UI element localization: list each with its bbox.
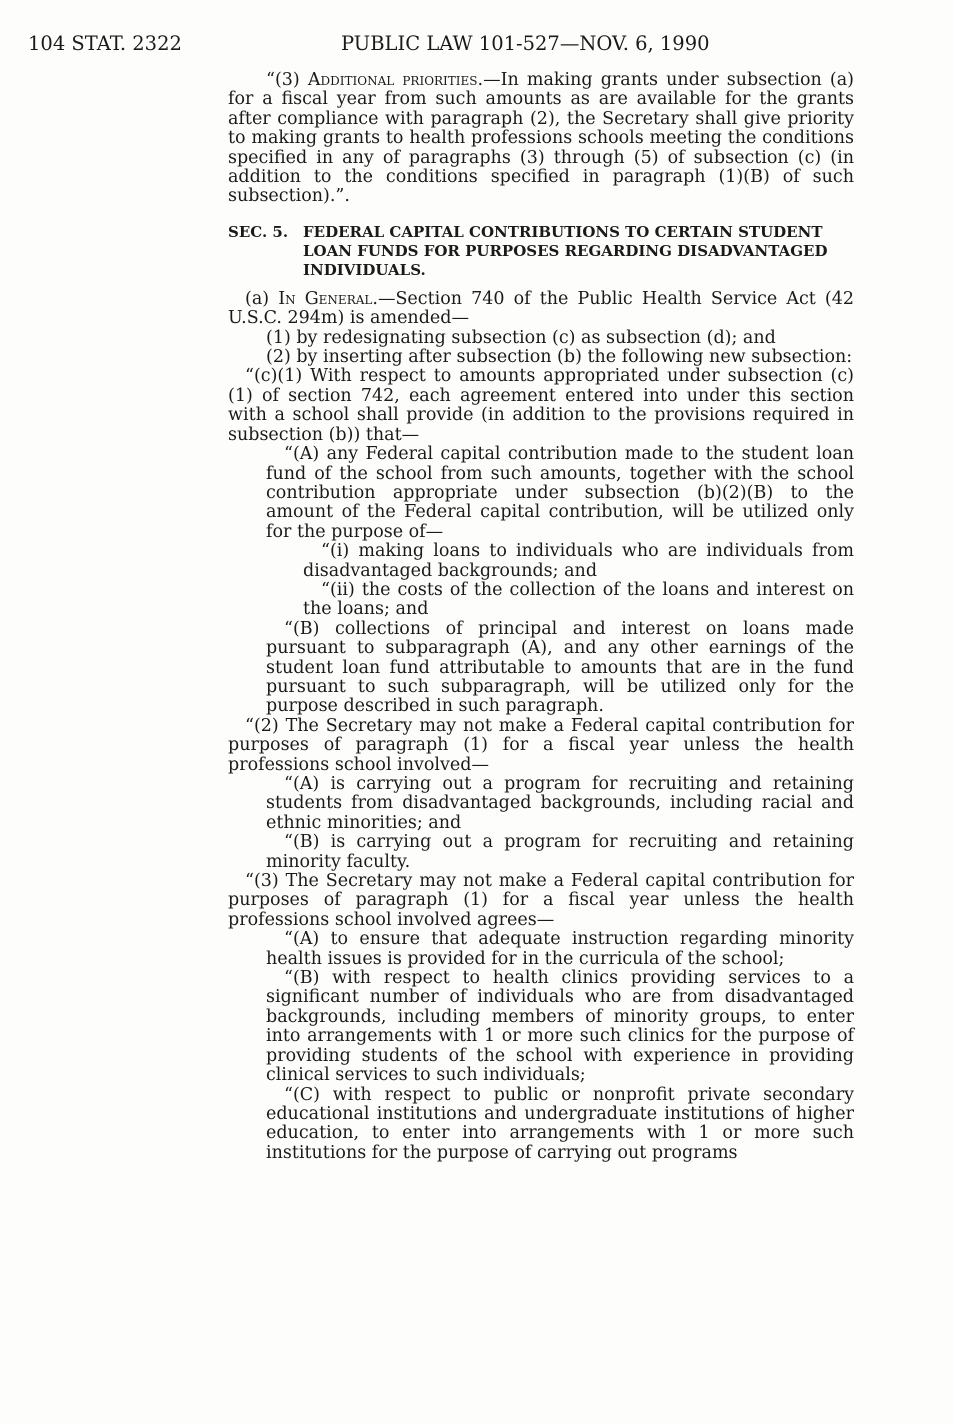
clause-c1-A-ii: “(ii) the costs of the collection of the loans and interest on the loans; and <box>303 579 854 620</box>
inserted-paragraph-c2: “(2) The Secretary may not make a Federal capital contribution for purposes of paragraph (1) for a fiscal year unless the health professions school involved— <box>228 715 854 775</box>
clause-c3-C: “(C) with respect to public or nonprofit private secondary educational institutions and undergraduate institutions of higher education, to enter into arrangements with 1 or more such institutions for the purpose of carrying out programs <box>266 1084 854 1163</box>
clause-c1-A-i: “(i) making loans to individuals who are individuals from disadvantaged backgrounds; and <box>303 541 854 581</box>
clause-c3-A: “(A) to ensure that adequate instruction regarding minority health issues is provided for in the curricula of the school; <box>266 929 854 969</box>
clause-c3-B: “(B) with respect to health clinics providing services to a significant number of individuals who are from disadvantaged backgrounds, including members of minority groups, to enter into arrangements with 1 or more such clinics for the purpose of providing students of the school with experience in providing clinical services to such individuals; <box>266 968 854 1086</box>
inserted-paragraph-c1: “(c)(1) With respect to amounts appropriated under subsection (c)(1) of section 742, each agreement entered into under this section with a school shall provide (in addition to the provisions required in subsection (b)) that— <box>228 366 854 445</box>
section-title: FEDERAL CAPITAL CONTRIBUTIONS TO CERTAIN STUDENT LOAN FUNDS FOR PURPOSES REGARDING DISADVANTAGED INDIVIDUALS. <box>303 222 828 279</box>
public-law-reference: PUBLIC LAW 101-527—NOV. 6, 1990 <box>341 32 710 55</box>
clause-c2-A: “(A) is carrying out a program for recruiting and retaining students from disadvantaged backgrounds, including racial and ethnic minorities; and <box>266 774 854 833</box>
subsection-number: (a) <box>245 288 279 309</box>
section-number: SEC. 5. <box>228 222 289 241</box>
amendment-item-2: (2) by inserting after subsection (b) the following new subsection: <box>266 347 853 368</box>
amendment-item-1: (1) by redesignating subsection (c) as subsection (d); and <box>266 327 776 348</box>
subsection-heading: In General. <box>278 288 378 309</box>
stat-reference: 104 STAT. 2322 <box>28 32 182 55</box>
paragraph-additional-priorities <box>228 71 854 207</box>
section-heading <box>228 223 854 280</box>
statute-text <box>228 71 854 1163</box>
clause-c1-A: “(A) any Federal capital contribution made to the student loan fund of the school from such amounts, together with the school contribution appropriate under subsection (b)(2)(B) to the amount of the Federal capital contribution, will be utilized only for the purpose of— <box>266 444 854 542</box>
inserted-paragraph-c3: “(3) The Secretary may not make a Federal capital contribution for purposes of paragraph (1) for a fiscal year unless the health professions school involved agrees— <box>228 871 854 930</box>
subsection-a <box>228 290 854 329</box>
clause-c1-B: “(B) collections of principal and interest on loans made pursuant to subparagraph (A), and any other earnings of the student loan fund attributable to amounts that are in the fund pursuant to such subparagraph, will be utilized only for the purpose described in such paragraph. <box>266 618 854 717</box>
subsection-body: —Section 740 of the Public Health Service Act (42 U.S.C. 294m) is amended— <box>228 288 854 329</box>
paragraph-heading: Additional priorities. <box>307 70 484 90</box>
clause-c2-B: “(B) is carrying out a program for recruiting and retaining minority faculty. <box>266 832 854 872</box>
paragraph-number: “(3) <box>266 70 308 90</box>
paragraph-body: —In making grants under subsection (a) for a fiscal year from such amounts as are available for the grants after compliance with paragraph (2), the Secretary shall give priority to making grants to health professions schools meeting the conditions specified in any of paragraphs (3) through (5) of subsection (c) (in addition to the conditions specified in paragraph (1)(B) of such subsection).”. <box>228 70 854 207</box>
